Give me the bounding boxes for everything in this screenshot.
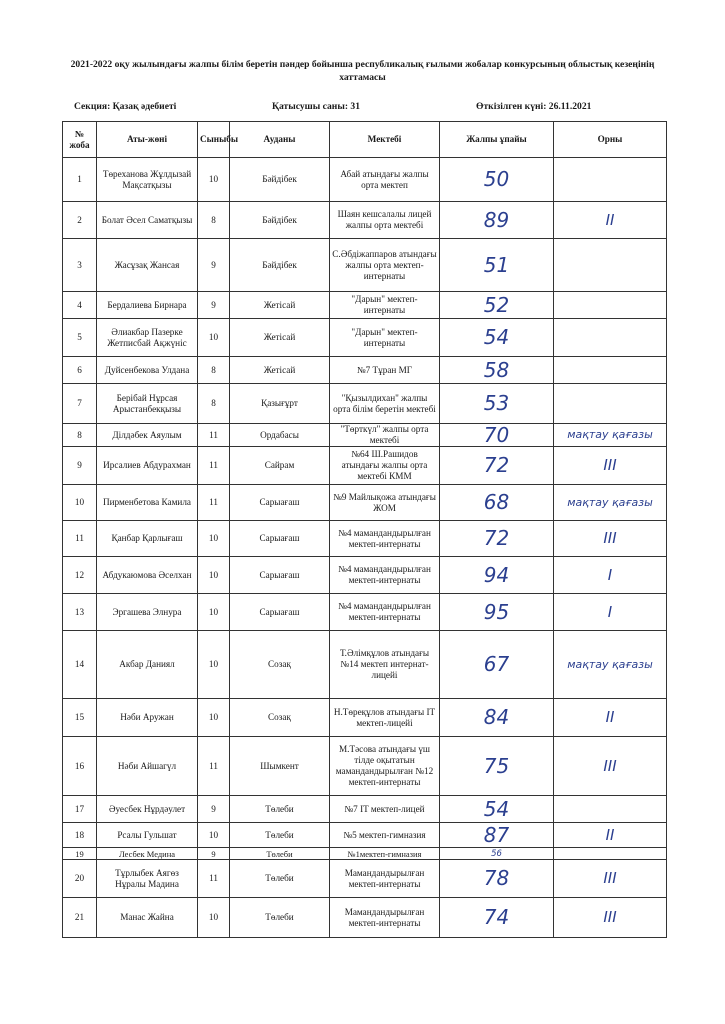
row-name: Манас Жайна [97, 898, 198, 938]
row-district: Төлеби [230, 848, 330, 860]
row-district: Төлеби [230, 898, 330, 938]
table-row [63, 447, 667, 485]
date-label: Өткізілген күні: 26.11.2021 [476, 101, 592, 112]
row-no: 16 [63, 737, 97, 796]
row-name: Бердалиева Бирнара [97, 292, 198, 319]
row-grade: 9 [198, 796, 230, 823]
table-header-row [63, 122, 667, 158]
row-no: 19 [63, 848, 97, 860]
row-no: 9 [63, 447, 97, 485]
row-place: мақтау қағазы [554, 631, 667, 699]
row-place: мақтау қағазы [554, 485, 667, 521]
table-row [63, 158, 667, 202]
row-district: Шымкент [230, 737, 330, 796]
section-label: Секция: Қазақ әдебиеті [74, 101, 177, 112]
row-name: Әлиакбар Пазерке Жетписбай Ақжүніс [97, 319, 198, 357]
row-name: Әуесбек Нұрдәулет [97, 796, 198, 823]
row-school: Абай атындағы жалпы орта мектеп [330, 158, 440, 202]
row-name: Нәби Айшагүл [97, 737, 198, 796]
row-district: Созақ [230, 631, 330, 699]
header-school: Мектебі [330, 122, 440, 158]
row-name: Жасұзақ Жансая [97, 239, 198, 292]
row-grade: 10 [198, 557, 230, 594]
row-score: 68 [440, 485, 554, 521]
row-score: 87 [440, 823, 554, 848]
row-school: "Дарын" мектеп-интернаты [330, 319, 440, 357]
row-district: Жетісай [230, 357, 330, 384]
row-district: Сарыағаш [230, 594, 330, 631]
table-row [63, 860, 667, 898]
row-school: №4 мамандандырылған мектеп-интернаты [330, 594, 440, 631]
row-score: 84 [440, 699, 554, 737]
table-row [63, 631, 667, 699]
row-district: Бәйдібек [230, 239, 330, 292]
table-row [63, 384, 667, 424]
table-row [63, 239, 667, 292]
row-place: II [554, 823, 667, 848]
row-grade: 10 [198, 898, 230, 938]
row-school: №1мектеп-гимназия [330, 848, 440, 860]
row-name: Берібай Нұрсая Арыстанбекқызы [97, 384, 198, 424]
table-row [63, 823, 667, 848]
row-grade: 8 [198, 202, 230, 239]
row-school: "Дарын" мектеп-интернаты [330, 292, 440, 319]
row-no: 11 [63, 521, 97, 557]
row-score: 53 [440, 384, 554, 424]
row-grade: 9 [198, 239, 230, 292]
row-grade: 11 [198, 737, 230, 796]
participants-count: Қатысушы саны: 31 [272, 101, 361, 112]
row-score: 74 [440, 898, 554, 938]
row-grade: 11 [198, 860, 230, 898]
row-name: Қанбар Қарлығаш [97, 521, 198, 557]
row-district: Сарыағаш [230, 521, 330, 557]
row-name: Дуйсенбекова Улдана [97, 357, 198, 384]
row-no: 4 [63, 292, 97, 319]
row-grade: 11 [198, 424, 230, 447]
row-score: 52 [440, 292, 554, 319]
table-row [63, 292, 667, 319]
row-score: 94 [440, 557, 554, 594]
row-place [554, 319, 667, 357]
row-score: 54 [440, 796, 554, 823]
header-score: Жалпы ұпайы [440, 122, 554, 158]
table-row [63, 898, 667, 938]
row-district: Сайрам [230, 447, 330, 485]
table-row [63, 737, 667, 796]
row-district: Төлеби [230, 823, 330, 848]
row-place: I [554, 594, 667, 631]
table-row [63, 848, 667, 860]
row-school: Т.Әлімқұлов атындағы №14 мектеп интернат-лицейі [330, 631, 440, 699]
row-name: Төреханова Жұлдызай Мақсатқызы [97, 158, 198, 202]
row-district: Төлеби [230, 860, 330, 898]
row-grade: 9 [198, 848, 230, 860]
row-school: Шаян кешсалалы лицей жалпы орта мектебі [330, 202, 440, 239]
row-name: Эргашева Элнура [97, 594, 198, 631]
table-row [63, 202, 667, 239]
row-place: мақтау қағазы [554, 424, 667, 447]
row-place [554, 292, 667, 319]
table-row [63, 319, 667, 357]
row-school: №7 IT мектеп-лицей [330, 796, 440, 823]
row-score: 67 [440, 631, 554, 699]
table-row [63, 796, 667, 823]
row-school: "Төрткүл" жалпы орта мектебі [330, 424, 440, 447]
row-school: №4 мамандандырылған мектеп-интернаты [330, 521, 440, 557]
row-score: 75 [440, 737, 554, 796]
row-district: Жетісай [230, 292, 330, 319]
row-school: №5 мектеп-гимназия [330, 823, 440, 848]
row-district: Созақ [230, 699, 330, 737]
row-grade: 11 [198, 485, 230, 521]
table-row [63, 521, 667, 557]
row-score: 78 [440, 860, 554, 898]
header-place: Орны [554, 122, 667, 158]
row-place [554, 384, 667, 424]
row-place: II [554, 202, 667, 239]
row-name: Ирсалиев Абдурахман [97, 447, 198, 485]
row-grade: 11 [198, 447, 230, 485]
row-score: 50 [440, 158, 554, 202]
row-name: Ділдәбек Аяулым [97, 424, 198, 447]
row-grade: 10 [198, 631, 230, 699]
header-district: Ауданы [230, 122, 330, 158]
row-no: 7 [63, 384, 97, 424]
row-score: 72 [440, 521, 554, 557]
row-name: Нәби Аружан [97, 699, 198, 737]
row-place [554, 357, 667, 384]
row-place: III [554, 898, 667, 938]
row-name: Акбар Даниял [97, 631, 198, 699]
header-name: Аты-жөні [97, 122, 198, 158]
row-district: Сарыағаш [230, 485, 330, 521]
row-name: Абдукаюмова Әселхан [97, 557, 198, 594]
row-no: 13 [63, 594, 97, 631]
row-grade: 8 [198, 357, 230, 384]
row-district: Жетісай [230, 319, 330, 357]
row-place: III [554, 521, 667, 557]
row-no: 10 [63, 485, 97, 521]
row-no: 3 [63, 239, 97, 292]
row-name: Тұрлыбек Аягөз Нұралы Мадина [97, 860, 198, 898]
row-score: 56 [440, 848, 554, 860]
row-grade: 10 [198, 699, 230, 737]
table-row [63, 357, 667, 384]
row-no: 14 [63, 631, 97, 699]
row-no: 17 [63, 796, 97, 823]
row-name: Болат Әсел Саматқызы [97, 202, 198, 239]
row-place: I [554, 557, 667, 594]
row-school: №64 Ш.Рашидов атындағы жалпы орта мектебі КММ [330, 447, 440, 485]
row-name: Пирменбетова Камила [97, 485, 198, 521]
document-title: 2021-2022 оқу жылындағы жалпы білім беретін пәндер бойынша республикалық ғылыми жобалар конкурсының облыстық кезеңінің хаттамасы [70, 59, 655, 83]
row-district: Қазығұрт [230, 384, 330, 424]
row-score: 51 [440, 239, 554, 292]
row-place: II [554, 699, 667, 737]
row-no: 5 [63, 319, 97, 357]
row-grade: 10 [198, 521, 230, 557]
header-grade: Сыныбы [198, 122, 230, 158]
row-score: 72 [440, 447, 554, 485]
row-school: №4 мамандандырылған мектеп-интернаты [330, 557, 440, 594]
row-district: Төлеби [230, 796, 330, 823]
row-score: 89 [440, 202, 554, 239]
row-school: Мамандандырылған мектеп-интернаты [330, 860, 440, 898]
row-score: 58 [440, 357, 554, 384]
row-name: Рсалы Гульшат [97, 823, 198, 848]
row-place: III [554, 447, 667, 485]
table-row [63, 485, 667, 521]
row-district: Сарыағаш [230, 557, 330, 594]
row-grade: 10 [198, 594, 230, 631]
table-row [63, 699, 667, 737]
row-school: №9 Майлықожа атындағы ЖОМ [330, 485, 440, 521]
row-place [554, 239, 667, 292]
row-no: 18 [63, 823, 97, 848]
row-place: III [554, 860, 667, 898]
row-school: "Қызылдихан" жалпы орта білім беретін мектебі [330, 384, 440, 424]
row-school: С.Әбдіжаппаров атындағы жалпы орта мектеп-интернаты [330, 239, 440, 292]
row-school: №7 Тұран МГ [330, 357, 440, 384]
row-no: 21 [63, 898, 97, 938]
header-no: № жоба [63, 122, 97, 158]
row-no: 1 [63, 158, 97, 202]
row-place: III [554, 737, 667, 796]
row-school: М.Тәсова атындағы үш тілде оқытатын мамандандырылған №12 мектеп-интернаты [330, 737, 440, 796]
table-row [63, 424, 667, 447]
row-grade: 10 [198, 158, 230, 202]
row-score: 54 [440, 319, 554, 357]
row-place [554, 796, 667, 823]
row-school: Н.Төреқұлов атындағы IT мектеп-лицейі [330, 699, 440, 737]
row-score: 95 [440, 594, 554, 631]
row-grade: 10 [198, 319, 230, 357]
row-name: Лесбек Медина [97, 848, 198, 860]
row-place [554, 848, 667, 860]
row-place [554, 158, 667, 202]
row-grade: 8 [198, 384, 230, 424]
row-no: 12 [63, 557, 97, 594]
row-no: 8 [63, 424, 97, 447]
table-row [63, 594, 667, 631]
results-table [62, 121, 667, 938]
row-no: 6 [63, 357, 97, 384]
row-no: 15 [63, 699, 97, 737]
table-row [63, 557, 667, 594]
row-grade: 10 [198, 823, 230, 848]
row-grade: 9 [198, 292, 230, 319]
row-district: Бәйдібек [230, 158, 330, 202]
row-no: 20 [63, 860, 97, 898]
row-school: Мамандандырылған мектеп-интернаты [330, 898, 440, 938]
row-score: 70 [440, 424, 554, 447]
row-no: 2 [63, 202, 97, 239]
row-district: Ордабасы [230, 424, 330, 447]
row-district: Бәйдібек [230, 202, 330, 239]
